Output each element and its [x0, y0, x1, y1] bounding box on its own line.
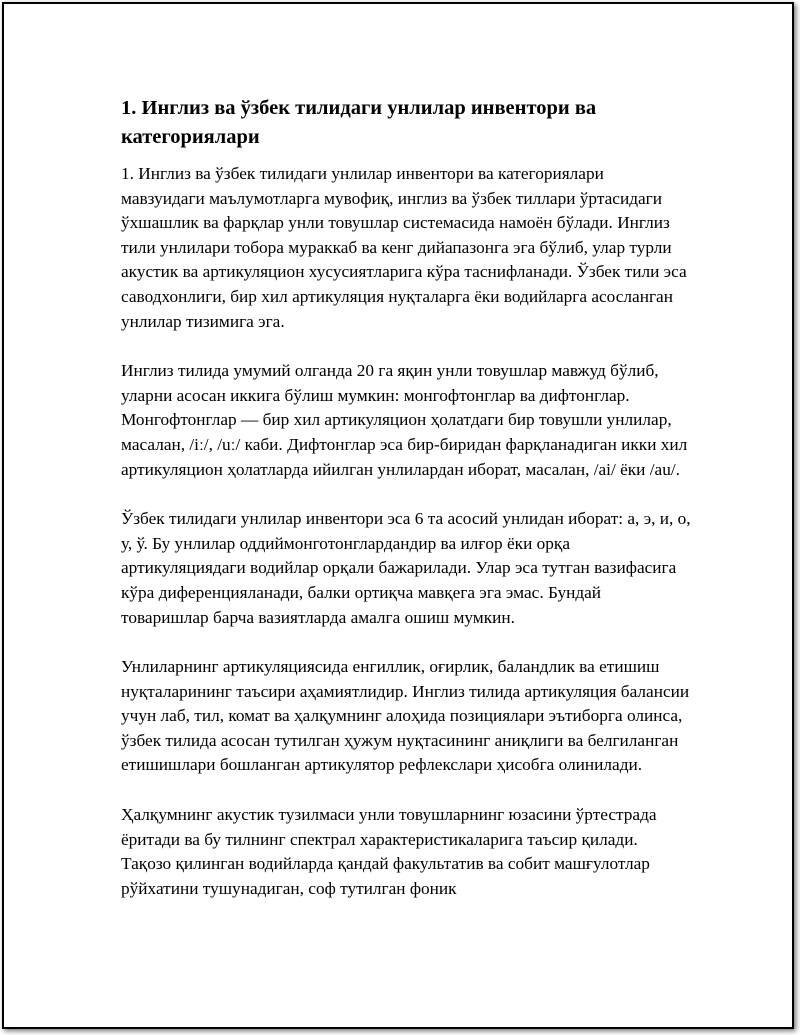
document-page [2, 2, 794, 1029]
document-body [121, 94, 691, 926]
paragraph-1: 1. Инглиз ва ўзбек тилидаги унлилар инвентори ва категориялари мавзуидаги маълумотларга мувофиқ, инглиз ва ўзбек тиллари ўртасидаги ўхшашлик ва фарқлар унли товушлар системасида намоён бўлади. Инглиз тили унлилари тобора мураккаб ва кенг дийапазонга эга бўлиб, улар турли акустик ва артикуляцион хусусиятларига кўра таснифланади. Ўзбек тили эса саводхонлиги, бир хил артикуляция нуқталарга ёки водийларга асосланган унлилар тизимига эга. [121, 164, 687, 331]
paragraph-2: Инглиз тилида умумий олганда 20 га яқин унли товушлар мавжуд бўлиб, уларни асосан иккига бўлиш мумкин: монгофтонглар ва дифтонглар. Монгофтонглар — бир хил артикуляцион ҳолатдаги бир товушли унлилар, масалан, /iː/, /uː/ каби. Дифтонглар эса бир-биридан фарқланадиган икки хил артикуляцион ҳолатларда ийилган унлилардан иборат, масалан, /ai/ ёки /au/. [121, 361, 688, 479]
paragraph-5: Ҳалқумнинг акустик тузилмаси унли товушларнинг юзасини ўртестрада ёритади ва бу тилнинг спектрал характеристикаларига таъсир қилади. Тақозо қилинган водийларда қандай факультатив ва собит машғулотлар рўйхатини тушунадиган, соф тутилган фоник [121, 805, 657, 898]
paragraph-3: Ўзбек тилидаги унлилар инвентори эса 6 та асосий унлидан иборат: а, э, и, о, у, ў. Бу унлилар оддиймонготонглардандир ва илғор ёки орқа артикуляциядаги водийлар орқали бажарилади. Улар эса тутган вазифасига кўра диференцияланади, балки ортиқча мавқега эга эмас. Бундай товаришлар барча вазиятларда амалга ошиш мумкин. [121, 509, 691, 627]
paragraph-4: Унлиларнинг артикуляциясида енгиллик, оғирлик, баландлик ва етишиш нуқталарининг таъсири аҳамиятлидир. Инглиз тилида артикуляция балансии учун лаб, тил, комат ва ҳалқумнинг алоҳида позициялари эътиборга олинса, ўзбек тилида асосан тутилган ҳужум нуқтасининг аниқлиги ва белгиланган етишишлари бошланган артикулятор рефлекслари ҳисобга олинилади. [121, 657, 690, 775]
document-title: 1. Инглиз ва ўзбек тилидаги унлилар инвентори ва категориялари [121, 97, 597, 148]
